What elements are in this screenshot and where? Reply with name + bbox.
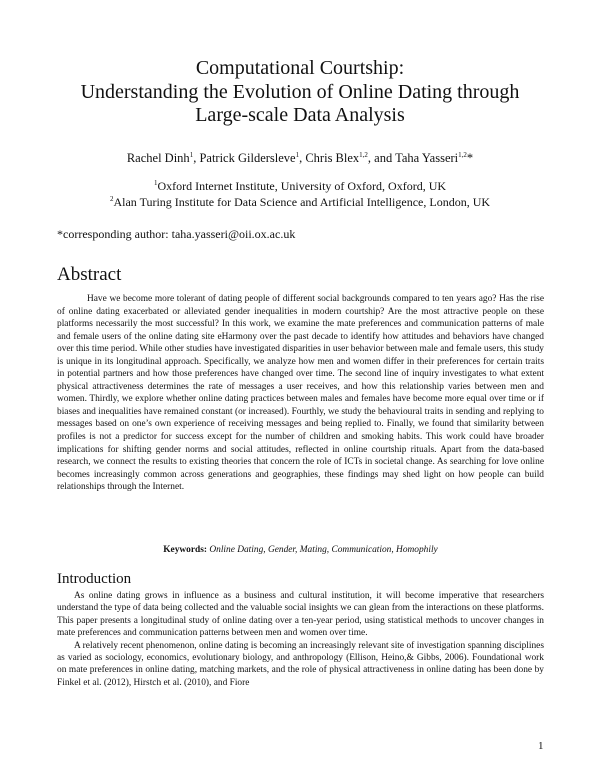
author-affil-sup: 1	[295, 150, 300, 159]
author-separator: ,	[299, 151, 306, 165]
paper-title	[40, 57, 560, 128]
keywords-label: Keywords:	[163, 545, 208, 555]
title-line-3: Large-scale Data Analysis	[195, 104, 405, 126]
author-separator: , and	[367, 151, 396, 165]
affiliations	[40, 178, 560, 210]
author-affil-sup: 1,2	[359, 150, 368, 159]
affiliation-sup: 1	[153, 179, 158, 187]
intro-paragraph-1: As online dating grows in influence as a business and cultural institution, it will become imperative that researchers understand the type of data being collected and the valuable social insights we can glean from the interactions on these platforms. This paper presents a longitudinal study of online dating over a ten-year period, using statistical methods to uncover changes in mate preferences and communication patterns between men and women over time.	[57, 591, 544, 639]
abstract-heading: Abstract	[57, 264, 122, 285]
abstract-text: Have we become more tolerant of dating people of different social backgrounds compared to ten years ago? Has the rise of online dating exacerbated or alleviated gender inequalities in modern courtship? Are the most attractive people on these platforms necessarily the most successful? In this work, we examine the mate preferences and communication patterns of male and female users of the online dating site eHarmony over the past decade to identify how attitudes and behaviors have changed over this time period. While other studies have investigated disparities in user behavior between male and female users, this study is unique in its longitudinal approach. Specifically, we analyze how men and women differ in their preferences for certain traits in potential partners and how those preferences have changed over time. The second line of inquiry investigates to what extent physical attractiveness determines the rate of messages a user receives, and how this relationship varies between men and women. Thirdly, we explore whether online dating practices between males and females have become more equal over time or if biases and inequalities have remained constant (or increased). Fourthly, we study the behavioural traits in sending and replying to messages based on one’s own experience of receiving messages and being replied to. Finally, we found that similarity between profiles is not a predictor for success except for the number of children and smoking habits. This work could have broader implications for shifting gender norms and social attitudes, reflected in online courtship rituals. Apart from the data-based research, we connect the results to existing theories that concern the role of ICTs in societal change. As searching for love online becomes increasingly common across generations and geographies, these findings may shed light on how people can build relationships through the Internet.	[57, 294, 544, 493]
keywords-list: Online Dating, Gender, Mating, Communication, Homophily	[209, 545, 438, 555]
author-name: Chris Blex	[305, 151, 360, 165]
author-affil-sup: 1	[189, 150, 194, 159]
corresponding-mark: *	[466, 151, 474, 165]
page-number: 1	[538, 740, 544, 752]
affiliation-text: Oxford Internet Institute, University of Oxford, Oxford, UK	[157, 179, 447, 193]
author-separator: ,	[193, 151, 200, 165]
intro-paragraph-2: A relatively recent phenomenon, online dating is becoming an increasingly relevant site of investigation spanning disciplines as varied as sociology, economics, evolutionary biology, and anthropology (Ellison, Heino,& Gibbs, 2006). Foundational work on mate preferences in online dating, matching markets, and the role of physical attractiveness in online dating has been done by Finkel et al. (2012), Hirstch et al. (2010), and Fiore	[57, 640, 544, 688]
affiliation-sup: 2	[109, 195, 114, 203]
author-list	[40, 150, 560, 166]
keywords	[57, 545, 544, 555]
title-line-2: Understanding the Evolution of Online Dating through	[80, 80, 520, 103]
title-line-1: Computational Courtship:	[195, 57, 405, 79]
affiliation-text: Alan Turing Institute for Data Science and Artificial Intelligence, London, UK	[113, 195, 491, 209]
introduction-heading: Introduction	[57, 571, 132, 587]
author-affil-sup: 1,2	[458, 150, 467, 159]
corresponding-author: *corresponding author: taha.yasseri@oii.ox.ac.uk	[57, 227, 296, 241]
affiliation-2	[40, 194, 560, 210]
affiliation-1	[40, 178, 560, 194]
author-name: Rachel Dinh	[126, 151, 190, 165]
introduction-body	[57, 590, 544, 689]
author-name: Taha Yasseri	[395, 151, 459, 165]
author-name: Patrick Gildersleve	[199, 151, 296, 165]
